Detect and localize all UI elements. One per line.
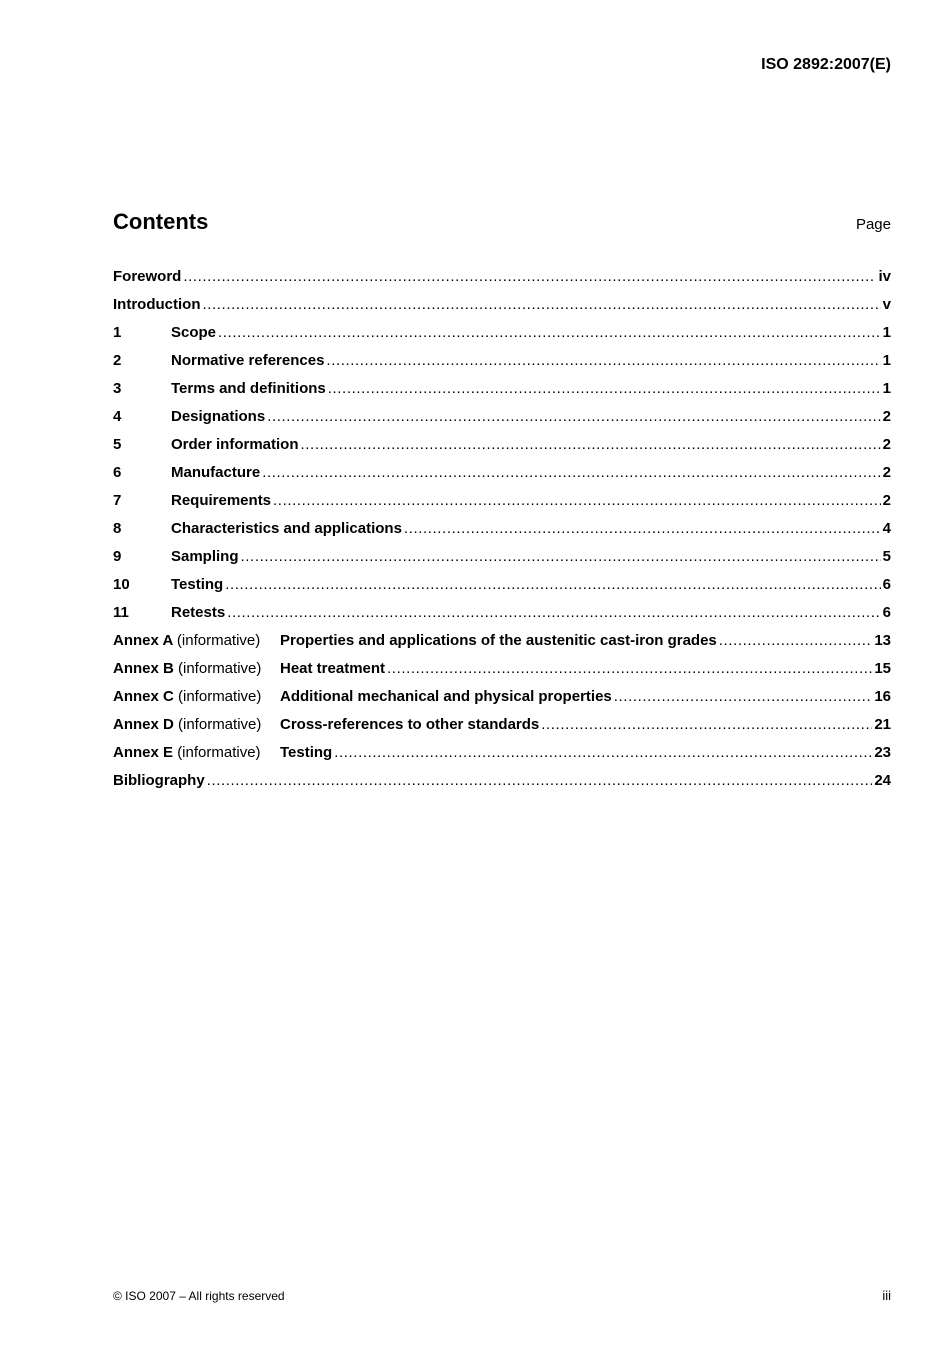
entry-title: Testing [280, 744, 333, 761]
dot-leader [404, 520, 881, 537]
toc-entry[interactable] [113, 268, 891, 296]
annex-id [113, 632, 280, 649]
section-number: 4 [113, 408, 122, 425]
dot-leader [387, 660, 872, 677]
dot-leader [267, 408, 880, 425]
section-number: 6 [113, 464, 122, 481]
entry-page: 1 [882, 324, 891, 341]
entry-page: 6 [882, 576, 891, 593]
toc-entry[interactable] [113, 408, 891, 436]
entry-page: 24 [874, 772, 891, 789]
annex-id [113, 660, 280, 677]
page-title: Contents [113, 209, 209, 234]
entry-page: 1 [882, 352, 891, 369]
copyright: © ISO 2007 – All rights reserved [113, 1289, 285, 1303]
toc-entry[interactable] [113, 324, 891, 352]
section-number: 5 [113, 436, 122, 453]
toc-entry[interactable] [113, 296, 891, 324]
dot-leader [301, 436, 881, 453]
page-number: iii [882, 1288, 891, 1303]
entry-page: 1 [882, 380, 891, 397]
entry-title: Cross-references to other standards [280, 716, 540, 733]
dot-leader [273, 492, 881, 509]
entry-title: Properties and applications of the austenitic cast-iron grades [280, 632, 717, 649]
entry-title: Designations [171, 408, 266, 425]
annex-name: Annex E [113, 744, 174, 761]
dot-leader [262, 464, 880, 481]
annex-type: (informative) [178, 688, 262, 705]
toc-entry[interactable] [113, 436, 891, 464]
entry-page: 13 [874, 632, 891, 649]
toc-annex-entry[interactable] [113, 744, 891, 772]
entry-page: 23 [874, 744, 891, 761]
dot-leader [719, 632, 873, 649]
dot-leader [183, 268, 876, 285]
toc-entry[interactable] [113, 520, 891, 548]
entry-title: Order information [171, 436, 299, 453]
entry-page: v [882, 296, 891, 313]
entry-title: Heat treatment [280, 660, 386, 677]
dot-leader [225, 576, 880, 593]
dot-leader [241, 548, 881, 565]
entry-title: Requirements [171, 492, 272, 509]
entry-title: Normative references [171, 352, 325, 369]
toc-annex-entry[interactable] [113, 716, 891, 744]
annex-type: (informative) [177, 744, 261, 761]
annex-type: (informative) [176, 632, 261, 649]
page-column-label: Page [855, 216, 891, 233]
section-number: 8 [113, 520, 122, 537]
dot-leader [218, 324, 881, 341]
annex-name: Annex A [113, 632, 173, 649]
entry-title: Retests [171, 604, 226, 621]
entry-title: Characteristics and applications [171, 520, 402, 537]
entry-title: Manufacture [171, 464, 261, 481]
dot-leader [227, 604, 880, 621]
annex-id [113, 688, 280, 705]
entry-title: Testing [171, 576, 224, 593]
entry-page: 6 [882, 604, 891, 621]
entry-title: Foreword [113, 268, 182, 285]
entry-page: 2 [882, 492, 891, 509]
toc-bibliography[interactable] [113, 772, 891, 800]
toc-entry[interactable] [113, 464, 891, 492]
annex-id [113, 716, 280, 733]
toc-annex-entry[interactable] [113, 688, 891, 716]
section-number: 2 [113, 352, 122, 369]
toc-entry[interactable] [113, 380, 891, 408]
toc-entry[interactable] [113, 352, 891, 380]
entry-title: Scope [171, 324, 217, 341]
annex-id [113, 744, 280, 761]
annex-name: Annex C [113, 688, 174, 705]
toc-entry[interactable] [113, 576, 891, 604]
section-number: 9 [113, 548, 122, 565]
dot-leader [326, 352, 880, 369]
toc-entry[interactable] [113, 604, 891, 632]
dot-leader [334, 744, 872, 761]
entry-page: 2 [882, 408, 891, 425]
document-id: ISO 2892:2007(E) [761, 56, 891, 73]
annex-type: (informative) [178, 716, 262, 733]
dot-leader [202, 296, 880, 313]
toc-entry[interactable] [113, 548, 891, 576]
table-of-contents [113, 268, 891, 800]
dot-leader [328, 380, 881, 397]
annex-type: (informative) [178, 660, 262, 677]
dot-leader [541, 716, 872, 733]
entry-page: iv [878, 268, 891, 285]
entry-title: Sampling [171, 548, 239, 565]
entry-page: 16 [874, 688, 891, 705]
dot-leader [207, 772, 873, 789]
entry-title: Additional mechanical and physical properties [280, 688, 612, 705]
entry-page: 2 [882, 464, 891, 481]
toc-annex-entry[interactable] [113, 660, 891, 688]
entry-page: 5 [882, 548, 891, 565]
entry-title: Terms and definitions [171, 380, 326, 397]
section-number: 11 [113, 604, 129, 621]
section-number: 7 [113, 492, 122, 509]
entry-page: 2 [882, 436, 891, 453]
section-number: 1 [113, 324, 122, 341]
section-number: 10 [113, 576, 130, 593]
entry-page: 21 [874, 716, 891, 733]
entry-page: 15 [874, 660, 891, 677]
entry-title: Introduction [113, 296, 201, 313]
section-number: 3 [113, 380, 122, 397]
toc-entry[interactable] [113, 492, 891, 520]
entry-page: 4 [882, 520, 891, 537]
dot-leader [614, 688, 873, 705]
toc-annex-entry[interactable] [113, 632, 891, 660]
annex-name: Annex B [113, 660, 174, 677]
annex-name: Annex D [113, 716, 174, 733]
entry-title: Bibliography [113, 772, 205, 789]
